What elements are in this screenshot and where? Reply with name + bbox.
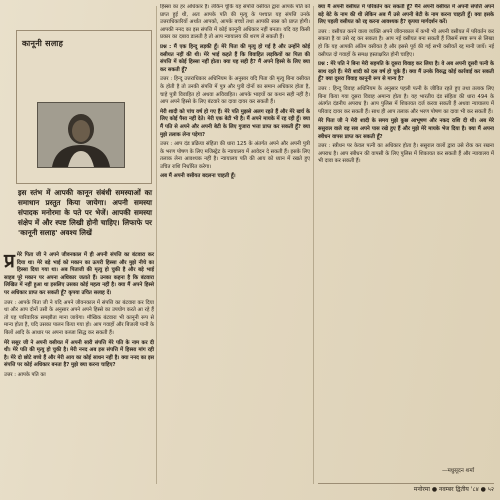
column-1-text bbox=[4, 252, 154, 382]
answer-paragraph: उत्तर : वसीयत करने वाला व्यक्ति अपने जीवनकाल में कभी भी अपनी वसीयत में परिवर्तन कर सकता है या उसे रद्द कर सकता है। आप नई वसीयत बना सकती हैं जिसमें स्पष्ट रूप से लिखा हो कि यह आपकी अंतिम वसीयत है और इससे पूर्व की गई सभी वसीयतें रद्द मानी जायें। नई वसीयत दो गवाहों के समक्ष हस्ताक्षरित होनी चाहिए। bbox=[318, 28, 494, 58]
answer-paragraph: उत्तर : आपके पति का bbox=[4, 371, 46, 378]
author-signature: —मधुसूदन शर्मा bbox=[442, 468, 475, 474]
drop-cap: प्र bbox=[4, 250, 15, 272]
column-title: कानूनी सलाह bbox=[22, 39, 64, 48]
answer-paragraph: उत्तर : आप दंड प्रक्रिया संहिता की धारा 125 के अंतर्गत अपने और अपनी पुत्री के भरण पोषण के लिए मजिस्ट्रेट के न्यायालय में आवेदन दे सकती हैं। इसके लिए तलाक लेना आवश्यक नहीं है। न्यायालय पति की आय को ध्यान में रखते हुए उचित राशि निर्धारित करेगा। bbox=[160, 141, 310, 170]
question-paragraph: मेरी शादी को पांच वर्ष हो गए हैं। मेरे पति मुझसे अलग रहते हैं और मेरे खर्च के लिए कोई पैसा नहीं देते। मेरी एक बेटी भी है। मैं अपने मायके में रह रही हूँ। क्या मैं पति से अपने और अपनी बेटी के लिए गुजारा भत्ता प्राप्त कर सकती हूँ? क्या मुझे तलाक लेना पड़ेगा? bbox=[160, 108, 310, 138]
answer-paragraph: उत्तर : हिन्दू विवाह अधिनियम के अनुसार पहली पत्नी के जीवित रहते हुए तथा तलाक लिए बिना किया गया दूसरा विवाह अमान्य होता है। यह भारतीय दंड संहिता की धारा 494 के अंतर्गत दंडनीय अपराध है। आप पुलिस में शिकायत दर्ज करवा सकती हैं अथवा न्यायालय में परिवाद दायर कर सकती हैं। साथ ही आप तलाक और भरण पोषण का दावा भी कर सकती हैं। bbox=[318, 85, 494, 115]
column-2-text bbox=[160, 4, 310, 492]
question-paragraph: प्रश्न : मैं एक हिन्दू लड़की हूँ। मेरे पिता की मृत्यु हो गई है और उन्होंने कोई वसीयत नहीं की थी। मेरे भाई कहते हैं कि विवाहित लड़कियों का पिता की संपत्ति में कोई हिस्सा नहीं होता। क्या यह सही है? मैं अपने हिस्से के लिए क्या कर सकती हूँ? bbox=[160, 43, 310, 73]
question-paragraph: प्रश्न : मेरे पति ने बिना मेरी सहमति के दूसरा विवाह कर लिया है। वे अब अपनी दूसरी पत्नी के साथ रहते हैं। मेरी शादी को दस वर्ष हो चुके हैं। क्या मैं उनके विरुद्ध कोई कार्रवाई कर सकती हूँ? क्या दूसरा विवाह कानूनी रूप से मान्य है? bbox=[318, 61, 494, 83]
column-3-text bbox=[318, 4, 494, 464]
portrait-image bbox=[38, 103, 124, 167]
closing-line: अब मैं अपनी वसीयत बदलना चाहती हूँ। bbox=[160, 173, 236, 180]
column-divider bbox=[313, 6, 314, 484]
question-paragraph: मेरे ससुर जी ने अपनी वसीयत में अपनी सारी संपत्ति मेरे पति के नाम कर दी थी। मेरे पति की मृत्यु हो चुकी है। मेरी ननद अब इस संपत्ति में हिस्सा मांग रही है। मेरे दो छोटे बच्चे हैं और मेरी आय का कोई साधन नहीं है। क्या ननद का इस संपत्ति पर कोई अधिकार बनता है? मुझे क्या करना चाहिए? bbox=[4, 339, 154, 369]
answer-paragraph: उत्तर : हिन्दू उत्तराधिकार अधिनियम के अनुसार यदि पिता की मृत्यु बिना वसीयत के होती है तो उनकी संपत्ति में पुत्र और पुत्री दोनों का समान अधिकार होता है, चाहे पुत्री विवाहित हो अथवा अविवाहित। आपके भाइयों का कथन सही नहीं है। आप अपने हिस्से के लिए बंटवारे का दावा दायर कर सकती हैं। bbox=[160, 76, 310, 106]
page-footer: मनोरमा ● नवम्बर द्वितीय '८४ ● ५२ bbox=[318, 483, 494, 496]
question-paragraph: मेरे पिता जी ने अपने जीवनकाल में ही अपनी संपत्ति का बंटवारा कर दिया था। मेरे बड़े भाई को मकान का ऊपरी हिस्सा और मुझे नीचे का हिस्सा दिया गया था। अब पिताजी की मृत्यु हो चुकी है और बड़े भाई साहब पूरे मकान पर अपना अधिकार जताते हैं। उनका कहना है कि बंटवारा लिखित में नहीं हुआ था इसलिए उसका कोई महत्व नहीं है। क्या मैं अपने हिस्से पर अधिकार प्राप्त कर सकती हूँ? कृपया उचित सलाह दें। bbox=[4, 252, 154, 296]
answer-paragraph: हिस्सा का हर अधिकार है। लेकिन चूंकि यह संपत्ति वसीयत द्वारा आपके पति को प्राप्त हुई थी, अतः आपके पति की मृत्यु के पश्चात यह संपत्ति उनके उत्तराधिकारियों अर्थात आपको, आपके बच्चों तथा आपकी सास को प्राप्त होगी। आपकी ननद का इस संपत्ति में कोई कानूनी अधिकार नहीं बनता। यदि वह किसी प्रकार का दबाव डालती है तो आप न्यायालय की शरण ले सकती हैं। bbox=[160, 4, 310, 41]
answer-paragraph: उत्तर : आपके पिता जी ने यदि अपने जीवनकाल में संपत्ति का बंटवारा कर दिया था और आप दोनों उसी के अनुसार अपने अपने हिस्से का उपयोग करते आ रहे हैं तो यह पारिवारिक समझौता माना जायेगा। मौखिक बंटवारा भी कानूनी रूप से मान्य होता है, यदि उसका पालन किया गया हो। आप गवाहों और बिजली पानी के बिलों आदि के आधार पर अपना कब्जा सिद्ध कर सकती हैं। bbox=[4, 299, 154, 336]
column-divider bbox=[156, 6, 157, 484]
question-paragraph: क्या मैं अपनी वसीयत में परिवर्तन कर सकती हूँ? मैंने अपनी वसीयत में अपनी संपत्ति अपने बड़े बेटे के नाम की थी लेकिन अब मैं उसे अपनी बेटी के नाम करना चाहती हूँ। क्या इसके लिए पहली वसीयत को रद्द करना आवश्यक है? कृपया मार्गदर्शन करें। bbox=[318, 4, 494, 26]
answer-paragraph: उत्तर : स्त्रीधन पर केवल पत्नी का अधिकार होता है। ससुराल वालों द्वारा उसे रोक कर रखना अपराध है। आप स्त्रीधन की वापसी के लिए पुलिस में शिकायत कर सकती हैं और न्यायालय में भी दावा कर सकती हैं। bbox=[318, 143, 494, 165]
question-paragraph: मेरे पिता जी ने मेरी शादी के समय मुझे कुछ आभूषण और नकद राशि दी थी। अब मेरे ससुराल वाले वह सब अपने पास रखे हुए हैं और मुझे मेरे मायके भेज दिया है। क्या मैं अपना स्त्रीधन वापस प्राप्त कर सकती हूँ? bbox=[318, 118, 494, 140]
author-photo bbox=[37, 102, 125, 168]
column-introduction: इस स्तंभ में आपकी कानून संबंधी समस्याओं का समाधान प्रस्तुत किया जायेगा। अपनी समस्या संपादक मनोरमा के पते पर भेजें। आपकी समस्या संक्षेप में और स्पष्ट लिखी होनी चाहिए। लिफाफे पर 'कानूनी सलाह' अवश्य लिखें bbox=[18, 188, 152, 237]
